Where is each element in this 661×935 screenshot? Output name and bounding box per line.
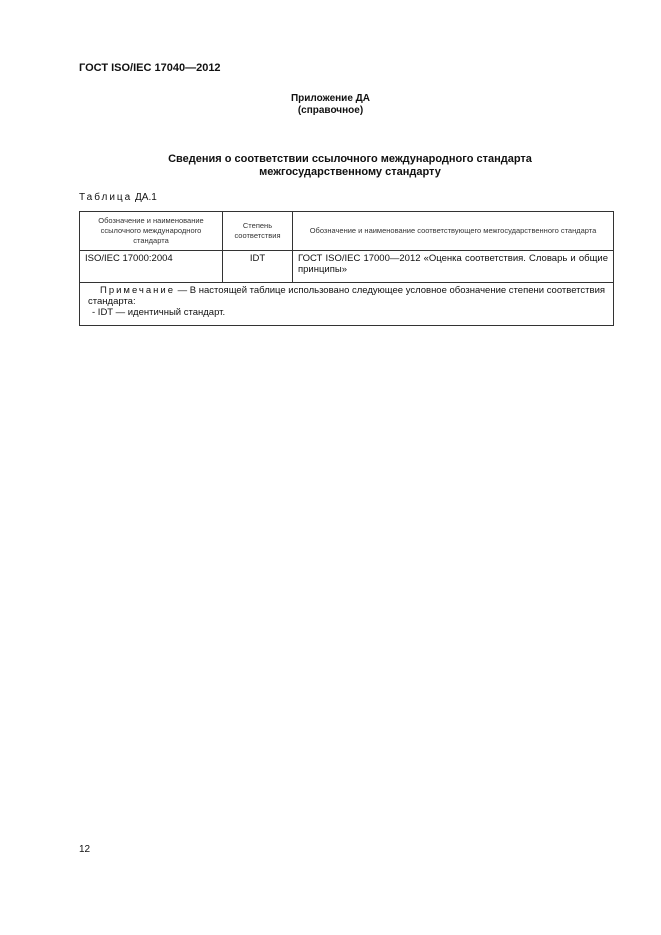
header-cell: Обозначение и наименование ссылочного международного стандарта bbox=[80, 212, 223, 251]
appendix-subtitle: (справочное) bbox=[297, 105, 364, 116]
table-label-number: ДА.1 bbox=[135, 192, 157, 203]
note-label: Примечание bbox=[100, 285, 175, 296]
appendix-heading bbox=[0, 93, 661, 117]
table-label bbox=[79, 192, 157, 203]
section-title bbox=[0, 153, 661, 179]
table-label-word: Таблица bbox=[79, 192, 133, 203]
note-item: - IDT — идентичный стандарт. bbox=[92, 307, 226, 318]
correspondence-table bbox=[79, 211, 614, 326]
table-cell: ISO/IEC 17000:2004 bbox=[80, 251, 223, 283]
appendix-title: Приложение ДА bbox=[290, 93, 371, 104]
section-title-line1: Сведения о соответствии ссылочного международного стандарта bbox=[168, 153, 532, 165]
section-title-line2: межгосударственному стандарту bbox=[259, 166, 441, 178]
document-header: ГОСТ ISO/IEC 17040—2012 bbox=[79, 62, 221, 74]
note-text: — В настоящей таблице использовано следующее условное обозначение степени соответствия стандарта: bbox=[88, 285, 606, 307]
table-row bbox=[80, 251, 614, 283]
table-cell: IDT bbox=[223, 251, 293, 283]
table-note-row bbox=[80, 283, 614, 326]
table-cell: ГОСТ ISO/IEC 17000—2012 «Оценка соответствия. Словарь и общие принципы» bbox=[293, 251, 614, 283]
header-cell: Степень соответствия bbox=[223, 212, 293, 251]
table-note bbox=[80, 283, 614, 326]
header-cell: Обозначение и наименование соответствующего межгосударственного стандарта bbox=[293, 212, 614, 251]
page-number: 12 bbox=[79, 844, 91, 855]
table-header-row bbox=[80, 212, 614, 251]
